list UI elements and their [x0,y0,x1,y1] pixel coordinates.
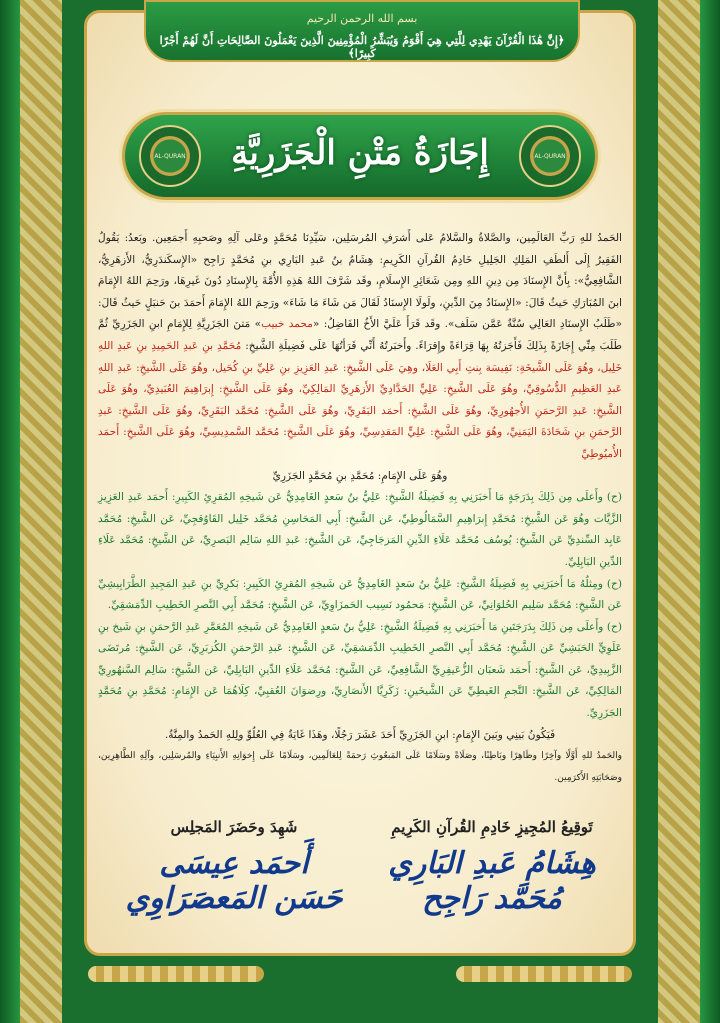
seal-label: AL-QURAN [534,153,566,160]
ornament-divider [456,966,632,982]
chain-teachers: مُحَمَّدِ بنِ عَبدِ الحَمِيدِ بنِ عَبدِ اللهِ خَلِيل، وهُوَ عَلَى الشَّيخَةِ: نَفِيسَة بِنتِ أَبِي العَلَا، وهِيَ عَلَى الشَّيخِ: عَبدِ العَزِيزِ بنِ عَلِيِّ بنِ كُحَيل، وهُوَ عَلَى الشَّيخِ: عَبدِ اللهِ عَبدِ العَظِيمِ الدُّسُوقِيِّ، وهُوَ عَلَى الشَّيخِ: عَلِيٍّ الحَدَّادِيِّ الأَزهَرِيِّ المَالِكِيِّ، وهُوَ عَلَى الشَّيخِ: إِبرَاهِيمَ العُبَيدِيِّ، وهُوَ عَلَى الشَّيخِ: عَبدِ الرَّحمَنِ الأُجهُورِيِّ، وهُوَ عَلَى الشَّيخِ: أَحمَد البَقَرِيِّ، وهُوَ عَلَى الشَّيخِ: مُحَمَّد البَقَرِيِّ، وهُوَ عَلَى الشَّيخِ: عَبدِ الرَّحمَنِ بنِ شَحَادَةَ اليَمَنِيِّ، وهُوَ عَلَى الشَّيخِ: عَلِيٍّ المَقدِسِيِّ، وهُوَ عَلَى الشَّيخِ: مُحَمَّد السَّمدِيسِيِّ، وهُوَ عَلَى الشَّيخِ: أَحمَد الأُميُوطِيِّ [98,339,622,460]
certificate-title: إِجَازَةُ مَتْنِ الْجَزَرِيَّةِ [231,133,489,173]
summary-line: فَيَكُونُ بَينِي وبَينَ الإِمَامِ: ابنِ الجَزَرِيِّ أَحَدَ عَشَرَ رَجُلًا، وهَذَا غَايَةٌ فِي العُلُوِّ ولِلهِ الحَمدُ والمِنَّةُ. [164,728,556,741]
chain-paragraph: (ح) وأَعلَى مِن ذَلِكَ بِدَرَجَةٍ مَا أَخبَرَنِي بِهِ فَضِيلَةُ الشَّيخِ: عَلِيُّ بنُ سَعدٍ الغَامِدِيُّ عَن شَيخِهِ المُقرِئِ الكَبِيرِ: أَحمَد عَبدِ العَزِيزِ الزَّيَّات وهُوَ عَن الشَّيخِ: مُحَمَّدِ إِبرَاهِيمِ السَّمَالُوطِيِّ، عَن الشَّيخِ: أَبِي المَحَاسِنِ مُحَمَّد خَلِيل القَاوُقجِيِّ، عَن الشَّيخِ: مُحَمَّد عَابِد السِّندِيِّ عَن الشَّيخِ: يُوسُف مُحَمَّد عَلَاءِ الدِّينِ المَزجَاجِيِّ، عَن الشَّيخِ: عَبدِ اللهِ سَالِم البَصرِيِّ، عَن الشَّيخِ: مُحَمَّد عَلَاءِ الدِّينِ البَابِلِيِّ. [98,491,622,568]
seal-label: AL-QURAN [154,153,186,160]
quran-verse: ﴿إِنَّ هَٰذَا الْقُرْآنَ يَهْدِي لِلَّتِي هِيَ أَقْوَمُ وَيُبَشِّرُ الْمُؤْمِنِينَ الَّذِينَ يَعْمَلُونَ الصَّالِحَاتِ أَنَّ لَهُمْ أَجْرًا كَبِيرًا﴾ [159,34,565,60]
intro-paragraph: الحَمدُ للهِ رَبِّ العَالَمِين، والصَّلاةُ والسَّلامُ عَلى أَشرَفِ المُرسَلِين، سَيِّدِنَا مُحَمَّدٍ وعَلى آلِهِ وصَحبِهِ أَجمَعِين. وبَعدُ: يَقُولُ الفَقِيرُ إِلَى أَلطَفِ المَلِكِ الجَلِيلِ خَادِمُ القُرآنِ الكَرِيمِ: هِشَامُ بنُ عَبدِ البَارِي بنِ مُحَمَّدٍ رَاجِح «الإِسكَندَرِيُّ، الأَزهَرِيُّ، الشَّافِعِيُّ»: بِأَنَّ الإِسنَادَ مِن دِينِ اللهِ ومِن شَعَائِرِ الإِسلَامِ، وقَد شَرَّفَ اللهُ هَذِهِ الأُمَّةَ بِالإِسنَادِ دُونَ غَيرِهَا، ورَحِمَ اللهُ الإِمَامَ ابنَ المُبَارَكِ حَيثُ قَالَ: «الإِسنَادُ مِنَ الدِّينِ، ولَولَا الإِسنَادُ لَقَالَ مَن شَاءَ مَا شَاءَ» ورَحِمَ اللهُ الإِمَامَ أَحمَدَ بنَ حَنبَلٍ حَيثُ قَالَ: «طَلَبُ الإِسنَادِ العَالِي سُنَّةٌ عَمَّن سَلَف». وقَد قَرَأَ عَلَيَّ الأَخُ الفَاضِلُ: «محمد خبيب» مَتنَ الجَزَرِيَّةِ لِلإِمَامِ ابنِ الجَزَرِيِّ ثُمَّ طَلَبَ مِنِّي إِجَازَةً بِذَلِكَ فَأَجَزتُهُ بِهَا قِرَاءَةً وإِقرَاءً. وأَخبَرتُهُ أَنِّي قَرَأتُهَا عَلَى فَضِيلَةِ الشَّيخِ: مُحَمَّدِ بنِ عَبدِ الحَمِيدِ بنِ عَبدِ اللهِ خَلِيل، وهُوَ عَلَى الشَّيخَةِ: نَفِيسَة بِنتِ أَبِي العَلَا، وهِيَ عَلَى الشَّيخِ: عَبدِ العَزِيزِ بنِ عَلِيِّ بنِ كُحَيل، وهُوَ عَلَى الشَّيخِ: عَبدِ اللهِ عَبدِ العَظِيمِ الدُّسُوقِيِّ، وهُوَ عَلَى الشَّيخِ: عَلِيٍّ الحَدَّادِيِّ الأَزهَرِيِّ المَالِكِيِّ، وهُوَ عَلَى الشَّيخِ: إِبرَاهِيمَ العُبَيدِيِّ، وهُوَ عَلَى الشَّيخِ: عَبدِ الرَّحمَنِ الأُجهُورِيِّ، وهُوَ عَلَى الشَّيخِ: أَحمَد البَقَرِيِّ، وهُوَ عَلَى الشَّيخِ: مُحَمَّد البَقَرِيِّ، وهُوَ عَلَى الشَّيخِ: عَبدِ الرَّحمَنِ بنِ شَحَادَةَ اليَمَنِيِّ، وهُوَ عَلَى الشَّيخِ: عَلِيٍّ المَقدِسِيِّ، وهُوَ عَلَى الشَّيخِ: مُحَمَّد السَّمدِيسِيِّ، وهُوَ عَلَى الشَّيخِ: أَحمَد الأُميُوطِيِّ [98,232,622,460]
chain-paragraph: (ح) وأَعلَى مِن ذَلِكَ بِدَرَجَتَينِ مَا أَخبَرَنِي بِهِ فَضِيلَةُ الشَّيخِ: عَلِيُّ بنُ سَعدٍ الغَامِدِيُّ عَن شَيخِهِ المُعَمَّرِ عَبدِ الرَّحمَنِ بنِ شَيخ بنِ عَلَوِيٍّ الحَبَشِيِّ عَن الشَّيخِ: مُحَمَّد أَبِي النَّصرِ الخَطِيبِ الدِّمَشقِيِّ، عَن الشَّيخِ: عَبدِ الرَّحمَنِ الكُزبَرِيِّ، عَن الشَّيخِ: مُرتَضَى الزَّبِيدِيِّ، عَن الشَّيخِ: أَحمَد شَعبَان الزُّعَيفِرِيِّ الشَّافِعِيِّ، عَن الشَّيخِ: مُحَمَّد عَلَاءِ الدِّينِ البَابِلِيِّ، عَن الشَّيخِ: سَالِم السَّنهُورِيِّ المَالِكِيِّ، عَن الشَّيخِ: النَّجمِ الغَيطِيِّ عَن الشَّيخَينِ: زَكَرِيَّا الأَنصَارِيِّ، ورِضوَانَ العُقبِيِّ، كِلَاهُمَا عَن الإِمَامِ: مُحَمَّدِ بنِ مُحَمَّدٍ الجَزَرِيِّ. [98,620,622,720]
signature-name: هِشَامُ عَبدِ البَارِي مُحَمَّد رَاجِح [388,846,596,916]
signature-title: تَوقِيعُ المُجِيزِ خَادِمِ القُرآنِ الكَرِيمِ [391,818,593,836]
student-name: محمد خبيب [261,318,313,331]
basmala: بسم الله الرحمن الرحيم [306,12,418,25]
title-banner [122,112,598,200]
signature-witness [124,818,344,916]
closing-line: والحَمدُ للهِ أَوَّلًا وآخِرًا وظَاهِرًا وبَاطِنًا، وصَلَاةً وسَلَامًا عَلَى المَبعُوثِ رَحمَةً لِلعَالَمِين، وسَلَامًا عَلَى إِخوَانِهِ الأَنبِيَاءِ والمُرسَلِين، وآلِهِ الطَّاهِرِين، وصَحَابَتِهِ الأَكرَمِين. [98,751,622,783]
certificate-body [98,228,622,789]
ornament-divider [88,966,264,982]
chain-paragraph: (ح) ومِثلُهُ مَا أَخبَرَنِي بِهِ فَضِيلَةُ الشَّيخِ: عَلِيُّ بنُ سَعدٍ الغَامِدِيُّ عَن شَيخِهِ المُقرِئِ الكَبِيرِ: بَكرِيِّ بنِ عَبدِ المَجِيدِ الطَّرَابِيشِيِّ عَن الشَّيخِ: مُحَمَّد سَلِيم الحُلوَانِيِّ، عَن الشَّيخِ: مَحمُود نَسِيب الحَمزَاوِيِّ، عَن الشَّيخِ: مُحَمَّد أَبِي النَّصرِ الخَطِيبِ الدِّمَشقِيِّ. [98,577,622,612]
chain-end: وهُوَ عَلَى الإِمَامِ: مُحَمَّدِ بنِ مُحَمَّدٍ الجَزَرِيِّ [272,469,448,482]
signature-title: شَهِدَ وحَضَرَ المَجلِس [170,818,298,836]
seal-emblem [519,125,581,187]
signature-name: أَحمَد عِيسَى حَسَن المَعصَرَاوِي [125,846,343,916]
verse-banner [144,0,580,62]
signature-granter [382,818,602,916]
